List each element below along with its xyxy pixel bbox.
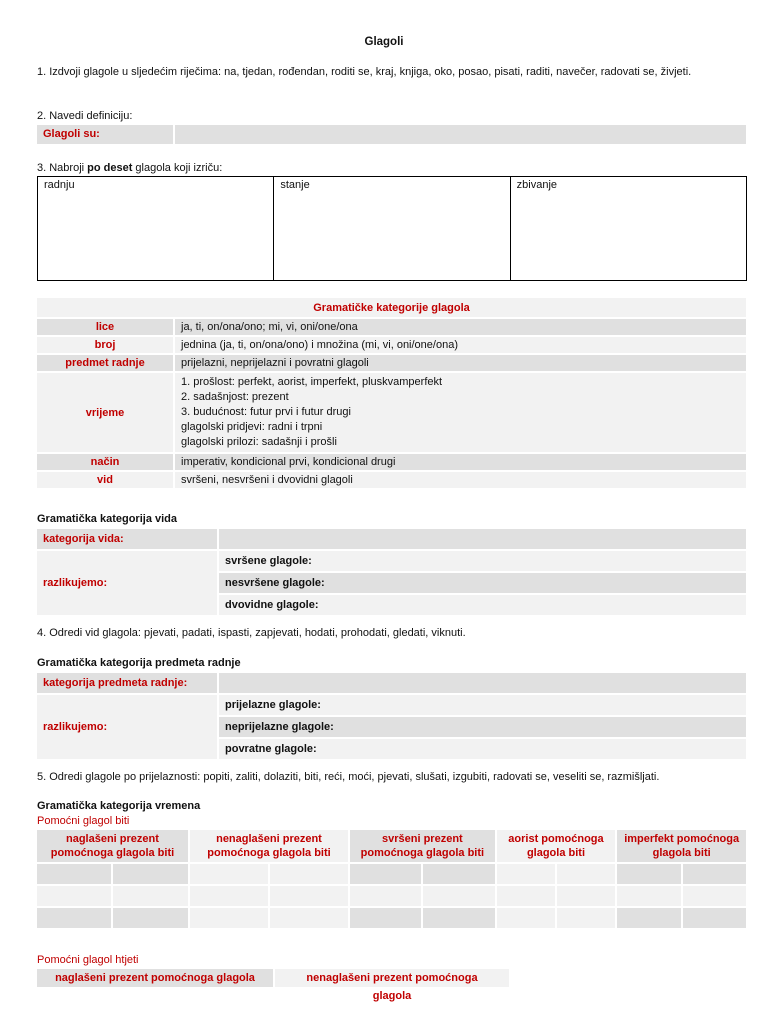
biti-cell[interactable] <box>423 908 494 928</box>
biti-cell[interactable] <box>37 864 111 884</box>
category-label: vid <box>37 472 173 488</box>
biti-cell[interactable] <box>190 886 268 906</box>
category-value: ja, ti, on/ona/ono; mi, vi, oni/one/ona <box>175 319 746 335</box>
category-label: broj <box>37 337 173 353</box>
biti-cell[interactable] <box>113 864 187 884</box>
category-label: lice <box>37 319 173 335</box>
predmet-item[interactable]: povratne glagole: <box>219 739 746 759</box>
biti-header: svršeni prezent pomoćnoga glagola biti <box>350 830 495 862</box>
category-value-multiline <box>175 373 746 452</box>
grammar-categories-table <box>35 296 748 490</box>
biti-subheading: Pomoćni glagol biti <box>37 815 130 827</box>
biti-header: imperfekt pomoćnoga glagola biti <box>617 830 746 862</box>
predmet-diff-label: razlikujemo: <box>37 695 217 759</box>
section-predmet-heading: Gramatička kategorija predmeta radnje <box>37 657 241 669</box>
biti-cell[interactable] <box>270 886 348 906</box>
category-label: način <box>37 454 173 470</box>
biti-cell[interactable] <box>683 864 746 884</box>
predmet-item[interactable]: neprijelazne glagole: <box>219 717 746 737</box>
biti-cell[interactable] <box>497 908 555 928</box>
question-2: 2. Navedi definiciju: <box>37 110 133 122</box>
htjeti-subheading: Pomoćni glagol htjeti <box>37 954 139 966</box>
category-value: prijelazni, neprijelazni i povratni glagoli <box>175 355 746 371</box>
category-value: svršeni, nesvršeni i dvovidni glagoli <box>175 472 746 488</box>
tense-line: 3. budućnost: futur prvi i futur drugi <box>181 406 351 418</box>
biti-cell[interactable] <box>557 908 615 928</box>
biti-cell[interactable] <box>423 864 494 884</box>
tense-line: 1. prošlost: perfekt, aorist, imperfekt, pluskvamperfekt <box>181 376 443 388</box>
predmet-item[interactable]: prijelazne glagole: <box>219 695 746 715</box>
question-1: 1. Izdvoji glagole u sljedećim riječima: na, tjedan, rođendan, roditi se, kraj, knjiga, oko, posao, pisati, raditi, navečer, radovati se, živjeti. <box>37 66 692 78</box>
vid-category-field[interactable] <box>219 529 746 549</box>
biti-header: nenaglašeni prezent pomoćnoga glagola biti <box>190 830 348 862</box>
tense-line: 2. sadašnjost: prezent <box>181 391 289 403</box>
answer-column-radnju[interactable]: radnju <box>38 177 274 280</box>
biti-cell[interactable] <box>190 864 268 884</box>
htjeti-header: nenaglašeni prezent pomoćnoga glagola <box>275 969 509 987</box>
biti-cell[interactable] <box>270 864 348 884</box>
biti-cell[interactable] <box>113 886 187 906</box>
category-label: predmet radnje <box>37 355 173 371</box>
vid-diff-label: razlikujemo: <box>37 551 217 615</box>
biti-cell[interactable] <box>37 886 111 906</box>
biti-cell[interactable] <box>423 886 494 906</box>
biti-table <box>35 828 748 930</box>
category-label: vrijeme <box>37 373 173 452</box>
answer-column-zbivanje[interactable]: zbivanje <box>516 179 558 191</box>
vid-category-label: kategorija vida: <box>37 529 217 549</box>
biti-header: aorist pomoćnoga glagola biti <box>497 830 616 862</box>
biti-cell[interactable] <box>683 908 746 928</box>
biti-cell[interactable] <box>683 886 746 906</box>
question-3-part-b: po deset <box>87 162 133 174</box>
biti-cell[interactable] <box>350 908 421 928</box>
page-title: Glagoli <box>364 36 404 48</box>
answer-column-stanje[interactable]: stanje <box>274 177 510 280</box>
question-3-part-a: 3. Nabroji <box>37 162 88 174</box>
grammar-categories-title: Gramatičke kategorije glagola <box>37 298 746 317</box>
biti-header: naglašeni prezent pomoćnoga glagola biti <box>37 830 188 862</box>
predmet-table <box>35 671 748 761</box>
tense-line: glagolski pridjevi: radni i trpni <box>181 421 323 433</box>
section-vrijeme-heading: Gramatička kategorija vremena <box>37 800 201 812</box>
biti-cell[interactable] <box>617 886 680 906</box>
definition-label: Glagoli su: <box>37 125 173 144</box>
definition-answer-field[interactable] <box>175 125 746 144</box>
predmet-category-field[interactable] <box>219 673 746 693</box>
biti-cell[interactable] <box>270 908 348 928</box>
biti-cell[interactable] <box>37 908 111 928</box>
biti-cell[interactable] <box>617 864 680 884</box>
biti-cell[interactable] <box>617 908 680 928</box>
biti-cell[interactable] <box>497 864 555 884</box>
vid-item[interactable]: nesvršene glagole: <box>219 573 746 593</box>
tense-line: glagolski prilozi: sadašnji i prošli <box>181 436 337 448</box>
answer-grid <box>37 176 747 281</box>
htjeti-header: naglašeni prezent pomoćnoga glagola <box>37 969 273 987</box>
biti-cell[interactable] <box>113 908 187 928</box>
biti-cell[interactable] <box>350 864 421 884</box>
biti-cell[interactable] <box>557 886 615 906</box>
question-3 <box>37 162 222 174</box>
vid-item[interactable]: svršene glagole: <box>219 551 746 571</box>
definition-row <box>37 125 746 144</box>
question-4: 4. Odredi vid glagola: pjevati, padati, ispasti, zapjevati, hodati, prohodati, gledati, viknuti. <box>37 627 466 639</box>
biti-cell[interactable] <box>190 908 268 928</box>
biti-cell[interactable] <box>497 886 555 906</box>
category-value: jednina (ja, ti, on/ona/ono) i množina (mi, vi, oni/one/ona) <box>175 337 746 353</box>
biti-cell[interactable] <box>350 886 421 906</box>
question-5: 5. Odredi glagole po prijelaznosti: popiti, zaliti, dolaziti, biti, reći, moći, pjevati, slušati, izgubiti, radovati se, veseliti se, razmišljati. <box>37 771 660 783</box>
section-vid-heading: Gramatička kategorija vida <box>37 513 178 525</box>
predmet-category-label: kategorija predmeta radnje: <box>37 673 217 693</box>
htjeti-table <box>37 969 509 1002</box>
vid-item[interactable]: dvovidne glagole: <box>219 595 746 615</box>
question-3-part-c: glagola koji izriču: <box>132 162 223 174</box>
category-value: imperativ, kondicional prvi, kondicional drugi <box>175 454 746 470</box>
biti-cell[interactable] <box>557 864 615 884</box>
vid-table <box>35 527 748 617</box>
